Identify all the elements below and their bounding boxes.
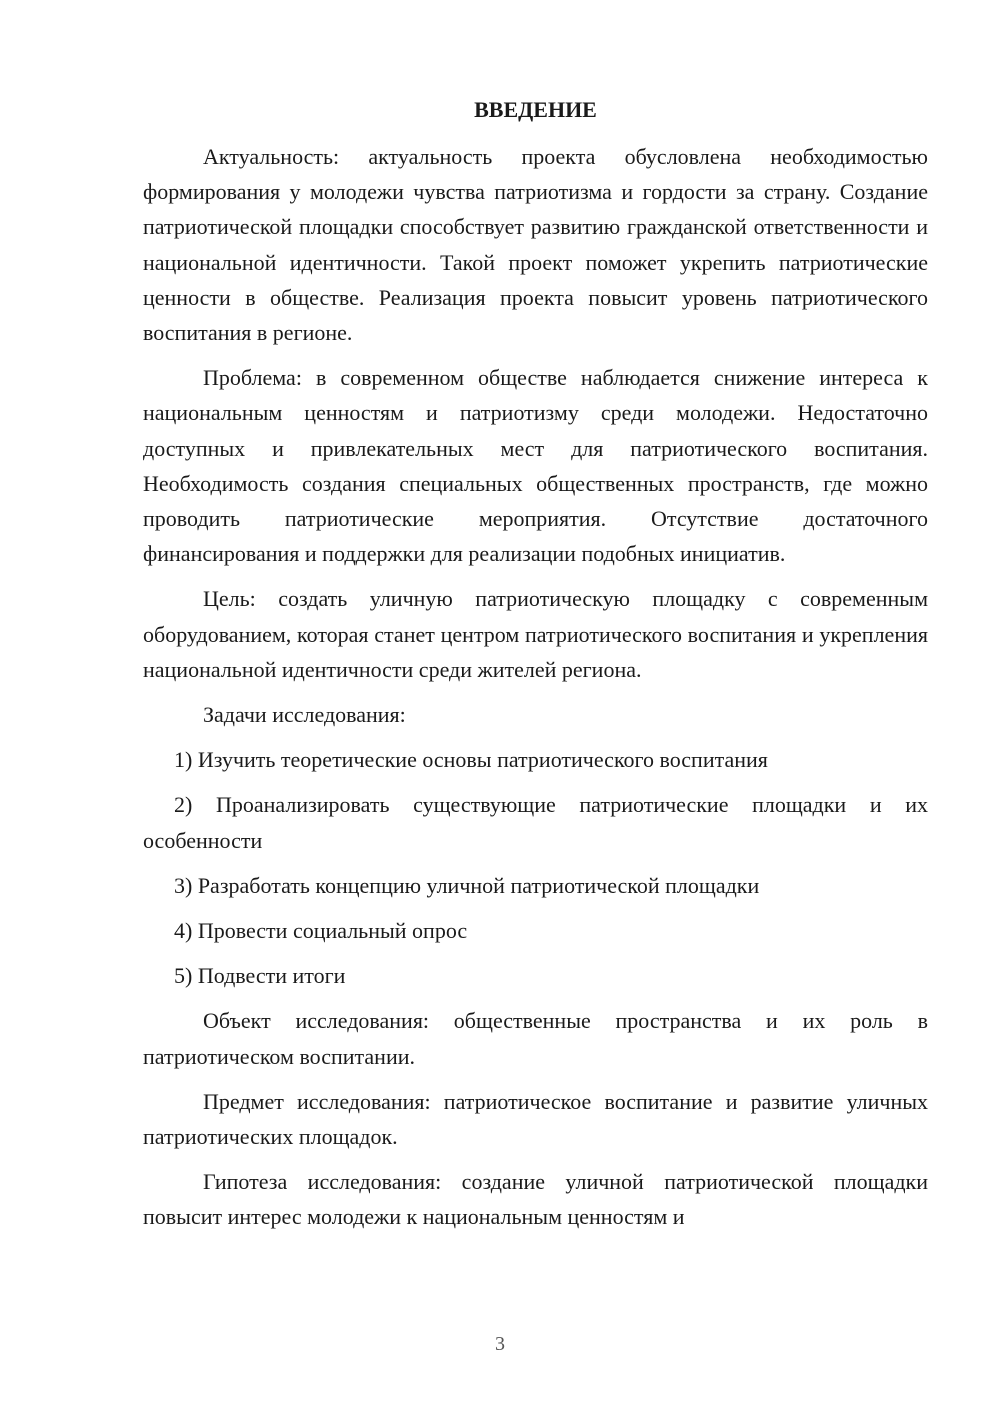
task-item: 5) Подвести итоги — [174, 963, 346, 989]
task-item: 3) Разработать концепцию уличной патриотической площадки — [174, 872, 760, 898]
paragraph-problem: Проблема: в современном обществе наблюдается снижение интереса к национальным ценностям и патриотизму среди молодежи. Недостаточно доступных и привлекательных мест для патриотического воспитания. Необходимость создания специальных общественных пространств, где можно проводить патриотические мероприятия. Отсутствие достаточного финансирования и поддержки для реализации подобных инициатив. — [143, 365, 928, 567]
paragraph-subject: Предмет исследования: патриотическое воспитание и развитие уличных патриотических площадок. — [143, 1088, 928, 1150]
task-item: 1) Изучить теоретические основы патриотического воспитания — [174, 747, 768, 773]
paragraph-object: Объект исследования: общественные пространства и их роль в патриотическом воспитании. — [143, 1008, 928, 1069]
task-item: 2) Проанализировать существующие патриотические площадки и их особенности — [143, 792, 928, 853]
task-item: 4) Провести социальный опрос — [174, 918, 468, 944]
page-number: 3 — [495, 1333, 505, 1355]
paragraph-relevance: Актуальность: актуальность проекта обусловлена необходимостью формирования у молодежи чувства патриотизма и гордости за страну. Создание патриотической площадки способствует развитию гражданской ответственности и национальной идентичности. Такой проект поможет укрепить патриотические ценности в обществе. Реализация проекта повысит уровень патриотического воспитания в регионе. — [143, 144, 928, 346]
paragraph-hypothesis: Гипотеза исследования: создание уличной патриотической площадки повысит интерес молодежи к национальным ценностям и — [143, 1169, 928, 1230]
document-page — [143, 92, 928, 1245]
section-title: ВВЕДЕНИЕ — [474, 97, 597, 122]
paragraph-goal: Цель: создать уличную патриотическую площадку с современным оборудованием, которая станет центром патриотического воспитания и укрепления национальной идентичности среди жителей региона. — [143, 586, 928, 682]
tasks-heading: Задачи исследования: — [203, 702, 406, 728]
